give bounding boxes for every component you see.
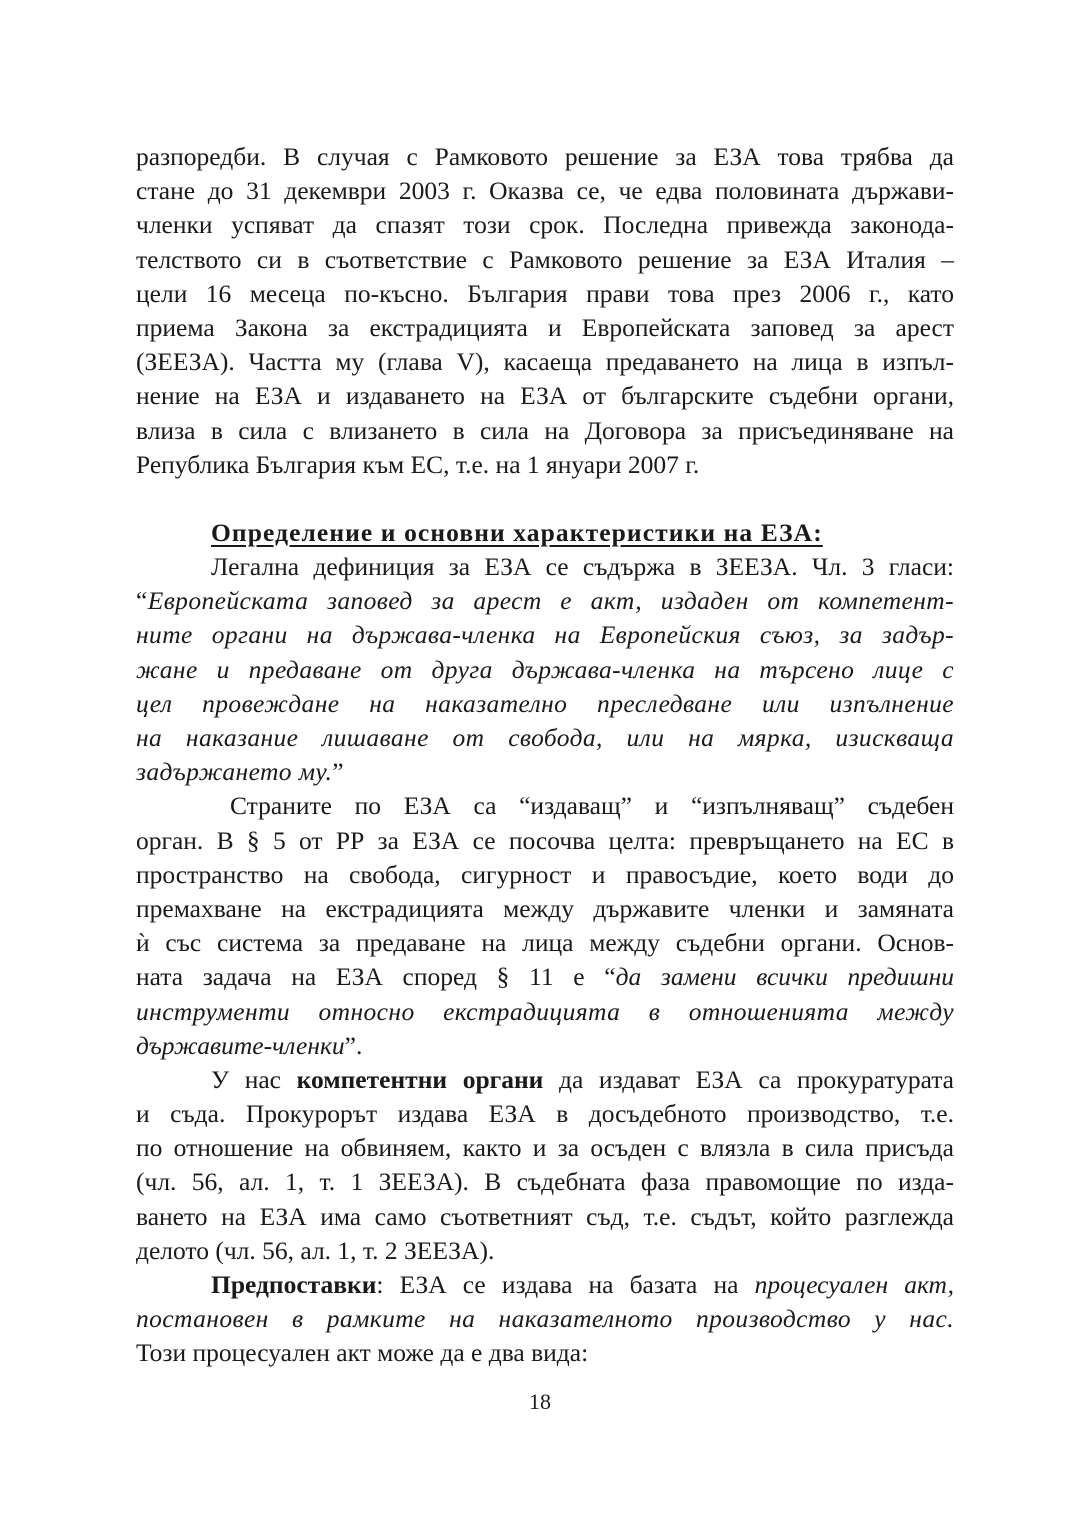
text-line: ните органи на държава-членка на Европейския съюз, за задър- [136, 620, 954, 650]
bold-term: Предпоставки [211, 1270, 377, 1299]
text-line: цел провеждане на наказателно преследване или изпълнение [136, 688, 954, 718]
text-line: стане до 31 декември 2003 г. Оказва се, че едва половината държави- [136, 176, 954, 206]
text-line [136, 1268, 954, 1302]
text-line: членки успяват да спазят този срок. Последна привежда законода- [136, 210, 954, 240]
text-line: влиза в сила с влизането в сила на Договора за присъединяване на [136, 415, 954, 445]
section-heading: Определение и основни характеристики на ЕЗА: [211, 517, 823, 547]
italic-segment: държавите-членки [136, 1030, 345, 1060]
text-line [136, 1029, 954, 1063]
text-line: разпоредби. В случая с Рамковото решение за ЕЗА това трябва да [136, 142, 954, 171]
text-line [136, 584, 954, 618]
quote-text: задържането му. [136, 757, 333, 787]
text-line: (ЗЕЕЗА). Частта му (глава V), касаеща предаването на лица в изпъл- [136, 347, 954, 377]
document-page [136, 140, 954, 1371]
text-segment: У нас [211, 1064, 297, 1094]
paragraph-framework-deadline [136, 140, 954, 482]
bold-term: компетентни органи [296, 1064, 544, 1094]
text-line [136, 1063, 954, 1097]
paragraph-definition [136, 550, 954, 789]
text-line: ѝ със система за предаване на лица между съдебни органи. Основ- [136, 928, 954, 958]
text-line: орган. В § 5 от РР за ЕЗА се посочва целта: превръщането на ЕС в [136, 825, 954, 855]
text-line [136, 755, 954, 789]
quote-mark: ” [332, 757, 344, 787]
text-line: телството си в съответствие с Рамковото решение за ЕЗА Италия – [136, 244, 954, 274]
paragraph-parties [136, 789, 954, 1063]
text-line: инструменти относно екстрадицията в отношенията между [136, 996, 954, 1026]
text-line: Този процесуален акт може да е два вида: [136, 1338, 589, 1368]
paragraph-gap [136, 482, 954, 516]
paragraph-competent-authorities [136, 1063, 954, 1268]
text-line: нение на ЕЗА и издаването на ЕЗА от българските съдебни органи, [136, 381, 954, 411]
text-line: (чл. 56, ал. 1, т. 1 ЗЕЕЗА). В съдебната фаза правомощие по изда- [136, 1167, 954, 1197]
text-segment: да издават ЕЗА са прокуратурата [543, 1064, 954, 1094]
italic-segment: процесуален акт, [754, 1270, 954, 1299]
text-line: и съда. Прокурорът издава ЕЗА в досъдебното производство, т.е. [136, 1099, 954, 1129]
text-line: на наказание лишаване от свобода, или на мярка, изискваща [136, 723, 954, 752]
text-line: приема Закона за екстрадицията и Европейската заповед за арест [136, 312, 954, 342]
text-line: делото (чл. 56, ал. 1, т. 2 ЗЕЕЗА). [136, 1235, 495, 1265]
quote-mark: “ [136, 586, 148, 616]
text-line: Република България към ЕС, т.е. на 1 януари 2007 г. [136, 449, 700, 479]
text-line [136, 960, 954, 994]
text-segment: ната задача на ЕЗА според § 11 е “ [136, 962, 616, 992]
text-line: Легална дефиниция за ЕЗА се съдържа в ЗЕЕЗА. Чл. 3 гласи: [211, 552, 954, 582]
text-line: по отношение на обвиняем, както и за осъден с влязла в сила присъда [136, 1133, 954, 1163]
text-line: жане и предаване от друга държава-членка на търсено лице с [136, 654, 954, 684]
paragraph-prerequisites [136, 1268, 954, 1371]
text-line: Страните по ЕЗА са “издаващ” и “изпълняващ” съдебен [230, 791, 954, 821]
quote-text: Европейската заповед за арест е акт, издаден от компетент- [147, 586, 954, 616]
text-segment: : ЕЗА се издава на базата на [376, 1270, 755, 1299]
text-line: ването на ЕЗА има само съответният съд, т.е. съдът, който разглежда [136, 1201, 954, 1231]
text-line: пространство на свобода, сигурност и правосъдие, което води до [136, 859, 954, 889]
page-number: 18 [529, 1389, 551, 1414]
text-line: премахване на екстрадицията между държавите членки и замяната [136, 893, 954, 923]
text-line: постановен в рамките на наказателното производство у нас. [136, 1304, 954, 1334]
text-segment: ”. [344, 1030, 363, 1060]
italic-segment: да замени всички предишни [615, 962, 955, 992]
text-line: цели 16 месеца по-късно. България прави това през 2006 г., като [136, 278, 954, 308]
